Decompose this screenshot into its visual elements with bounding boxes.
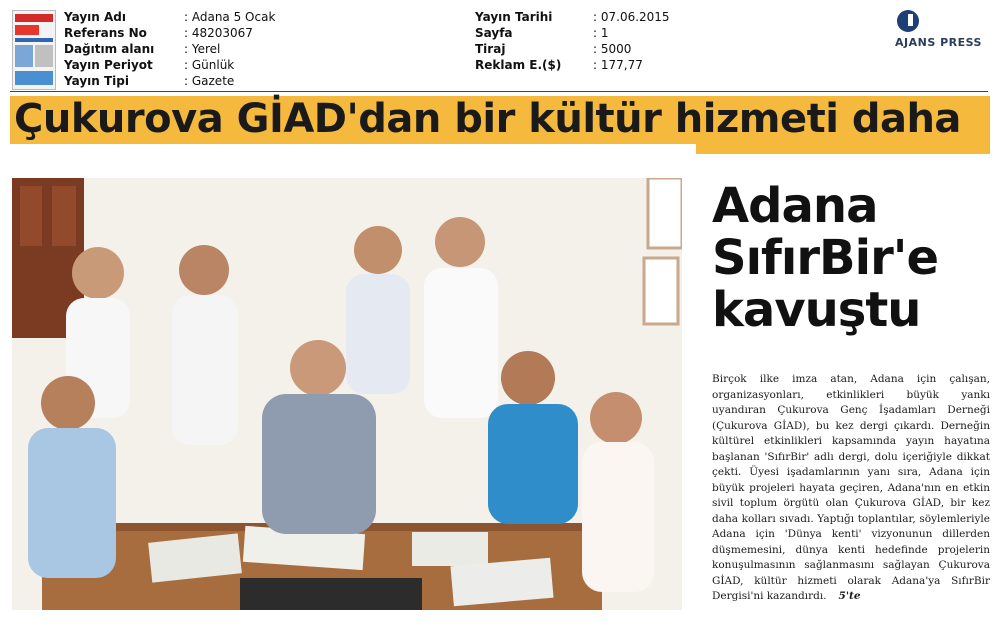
- article-title: [712, 180, 990, 336]
- ajans-press-logo: [892, 10, 992, 50]
- article-title-line: kavuştu: [712, 282, 921, 338]
- newspaper-thumbnail: [12, 10, 56, 90]
- meta-row: [64, 25, 275, 41]
- publication-meta-left: [64, 9, 275, 89]
- meta-label: Reklam E.($): [475, 58, 562, 72]
- meta-value: : Gazete: [184, 74, 235, 88]
- meta-label: Referans No: [64, 26, 147, 40]
- headline: Çukurova GİAD'dan bir kültür hizmeti daha: [14, 96, 961, 142]
- meta-value: : Günlük: [184, 58, 235, 72]
- meta-row: [64, 57, 275, 73]
- meta-value: : 5000: [593, 42, 632, 56]
- meta-row: [475, 57, 670, 73]
- meta-label: Yayın Adı: [64, 10, 126, 24]
- meta-value: : 1: [593, 26, 609, 40]
- article-title-line: Adana: [712, 178, 878, 234]
- meta-label: Tiraj: [475, 42, 506, 56]
- continued-reference: 5'te: [838, 590, 861, 602]
- meta-row: [64, 41, 275, 57]
- meta-label: Sayfa: [475, 26, 513, 40]
- header-divider: [10, 91, 988, 92]
- group-photo-illustration: [12, 178, 682, 610]
- article-title-line: SıfırBir'e: [712, 230, 938, 286]
- meta-value: : 48203067: [184, 26, 253, 40]
- article-body-text: Birçok ilke imza atan, Adana için çalışan, organizasyonları, etkinlikleri büyük yankı uyandıran Çukurova Genç İşadamları Derneği (Çukurova GİAD), bu kez dergi çıkardı. Derneğin kültürel etkinlikleri kapsamında yayın hayatına başlanan 'SıfırBir' adlı dergi, dolu içeriğiyle dikkat çekti. Üyesi işadamlarının yanı sıra, Adana için büyük projeleri hayata geçiren, Adana'nın en etkin sivil toplum örgütü olan Çukurova GİAD, bir kez daha kolları sıvadı. Yaptığı toplantılar, söylemleriyle Adana için 'Dünya kenti' vizyonunun dillerden düşmemesini, dünya kenti hedefinde projelerin konuşulmasının sağlanmasını sağlayan Çukurova GİAD, kültür hizmeti olarak Adana'ya SıfırBir Dergisi'ni kazandırdı.: [712, 373, 990, 602]
- meta-row: [475, 25, 670, 41]
- meta-value: : 07.06.2015: [593, 10, 670, 24]
- article-body: [712, 372, 990, 605]
- meta-row: [64, 73, 275, 89]
- meta-row: [475, 41, 670, 57]
- meta-label: Yayın Tarihi: [475, 10, 553, 24]
- meta-value: : 177,77: [593, 58, 643, 72]
- group-photo: [12, 178, 682, 610]
- meta-value: : Yerel: [184, 42, 221, 56]
- meta-row: [475, 9, 670, 25]
- meta-label: Yayın Periyot: [64, 58, 153, 72]
- meta-row: [64, 9, 275, 25]
- meta-label: Yayın Tipi: [64, 74, 129, 88]
- meta-value: : Adana 5 Ocak: [184, 10, 276, 24]
- meta-label: Dağıtım alanı: [64, 42, 155, 56]
- logo-text: AJANS PRESS: [895, 36, 982, 49]
- logo-icon: [897, 10, 919, 32]
- publication-meta-right: [475, 9, 670, 73]
